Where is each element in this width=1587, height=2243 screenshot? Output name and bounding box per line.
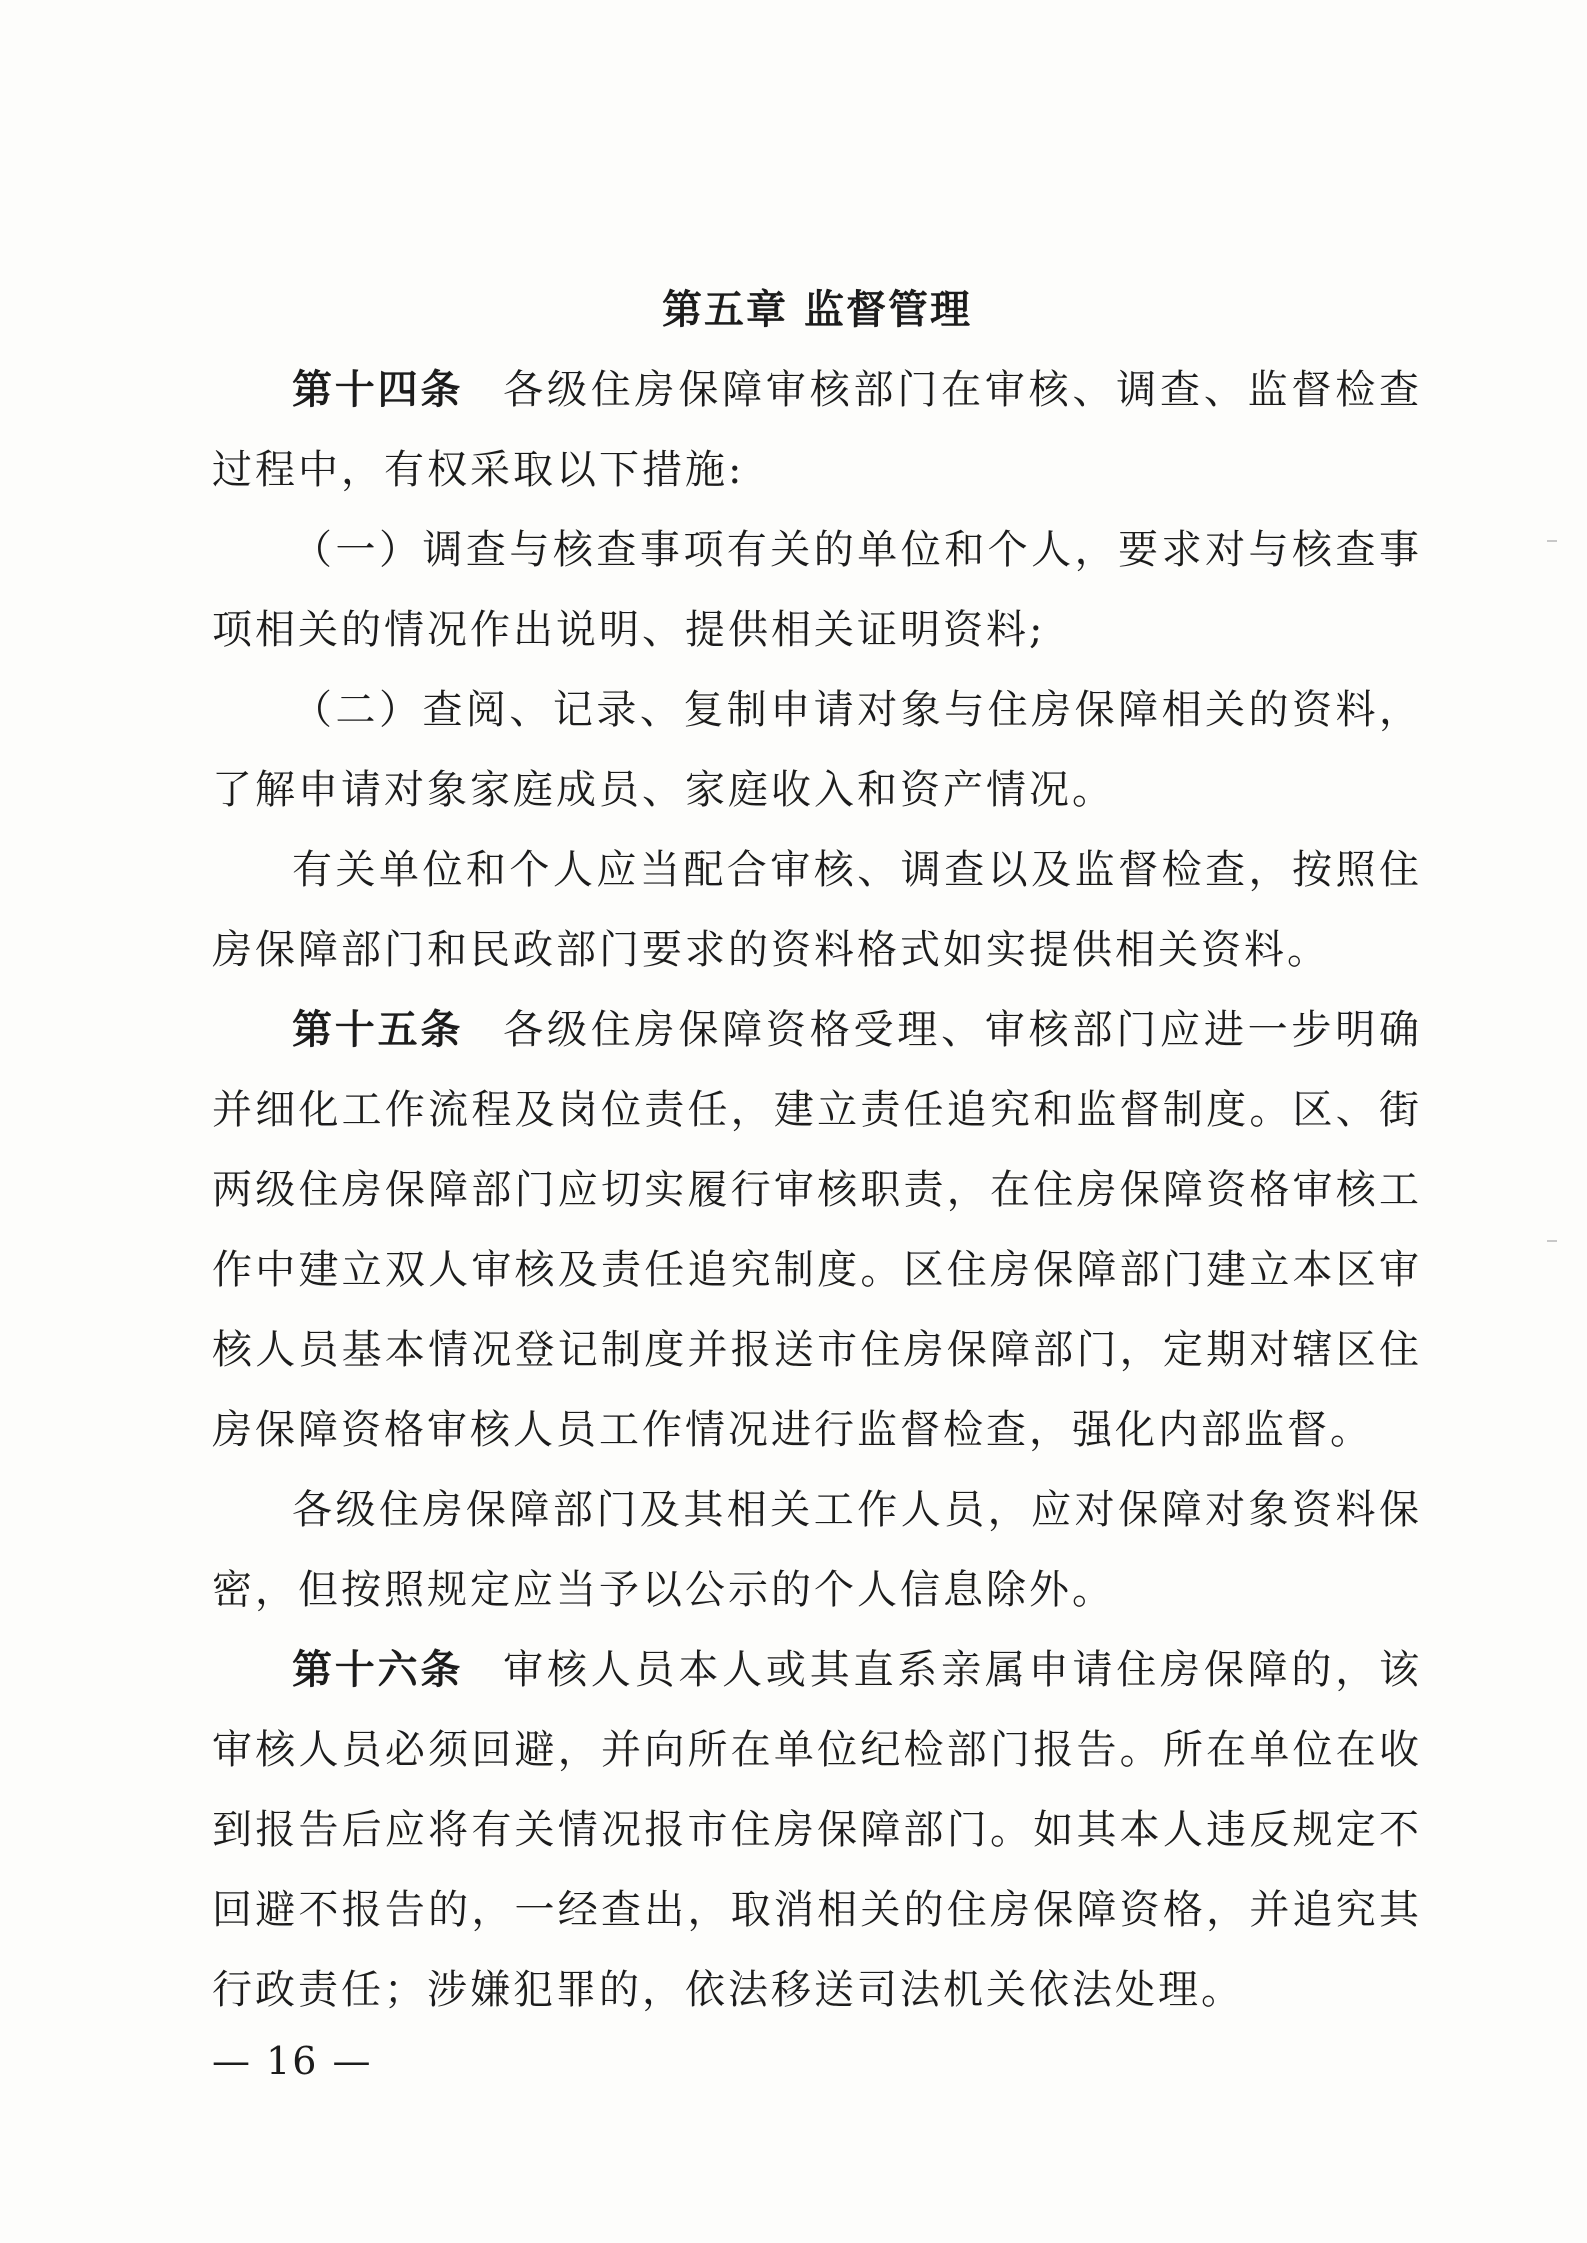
article-14-item-1: （一）调查与核查事项有关的单位和个人，要求对与核查事项相关的情况作出说明、提供相关证明资料; — [212, 527, 1422, 653]
article-14-paragraph-2: 有关单位和个人应当配合审核、调查以及监督检查，按照住房保障部门和民政部门要求的资料格式如实提供相关资料。 — [212, 847, 1422, 973]
article-15-paragraph-1 — [212, 990, 1422, 1470]
scan-mark — [1547, 1240, 1557, 1242]
article-15-text: 各级住房保障资格受理、审核部门应进一步明确并细化工作流程及岗位责任，建立责任追究和监督制度。区、街两级住房保障部门应切实履行审核职责，在住房保障资格审核工作中建立双人审核及责任追究制度。区住房保障部门建立本区审核人员基本情况登记制度并报送市住房保障部门，定期对辖区住房保障资格审核人员工作情况进行监督检查，强化内部监督。 — [212, 1007, 1423, 1453]
article-16-text: 审核人员本人或其直系亲属申请住房保障的，该审核人员必须回避，并向所在单位纪检部门报告。所在单位在收到报告后应将有关情况报市住房保障部门。如其本人违反规定不回避不报告的，一经查出，取消相关的住房保障资格，并追究其行政责任；涉嫌犯罪的，依法移送司法机关依法处理。 — [212, 1647, 1423, 2013]
article-14-paragraph-1 — [212, 350, 1422, 510]
article-14-label: 第十四条 — [292, 367, 464, 413]
article-14-text: 各级住房保障审核部门在审核、调查、监督检查过程中，有权采取以下措施: — [212, 367, 1423, 493]
page-content — [212, 270, 1422, 2030]
article-16-label: 第十六条 — [292, 1647, 464, 1693]
article-15-label: 第十五条 — [292, 1007, 464, 1053]
chapter-title: 第五章 监督管理 — [662, 287, 972, 333]
scan-mark — [1547, 540, 1557, 542]
article-16-paragraph-1 — [212, 1630, 1422, 2030]
article-14-item-2: （二）查阅、记录、复制申请对象与住房保障相关的资料，了解申请对象家庭成员、家庭收入和资产情况。 — [212, 687, 1422, 813]
article-15-paragraph-2: 各级住房保障部门及其相关工作人员，应对保障对象资料保密，但按照规定应当予以公示的个人信息除外。 — [212, 1487, 1422, 1613]
page-number: — 16 — — [212, 2039, 373, 2083]
